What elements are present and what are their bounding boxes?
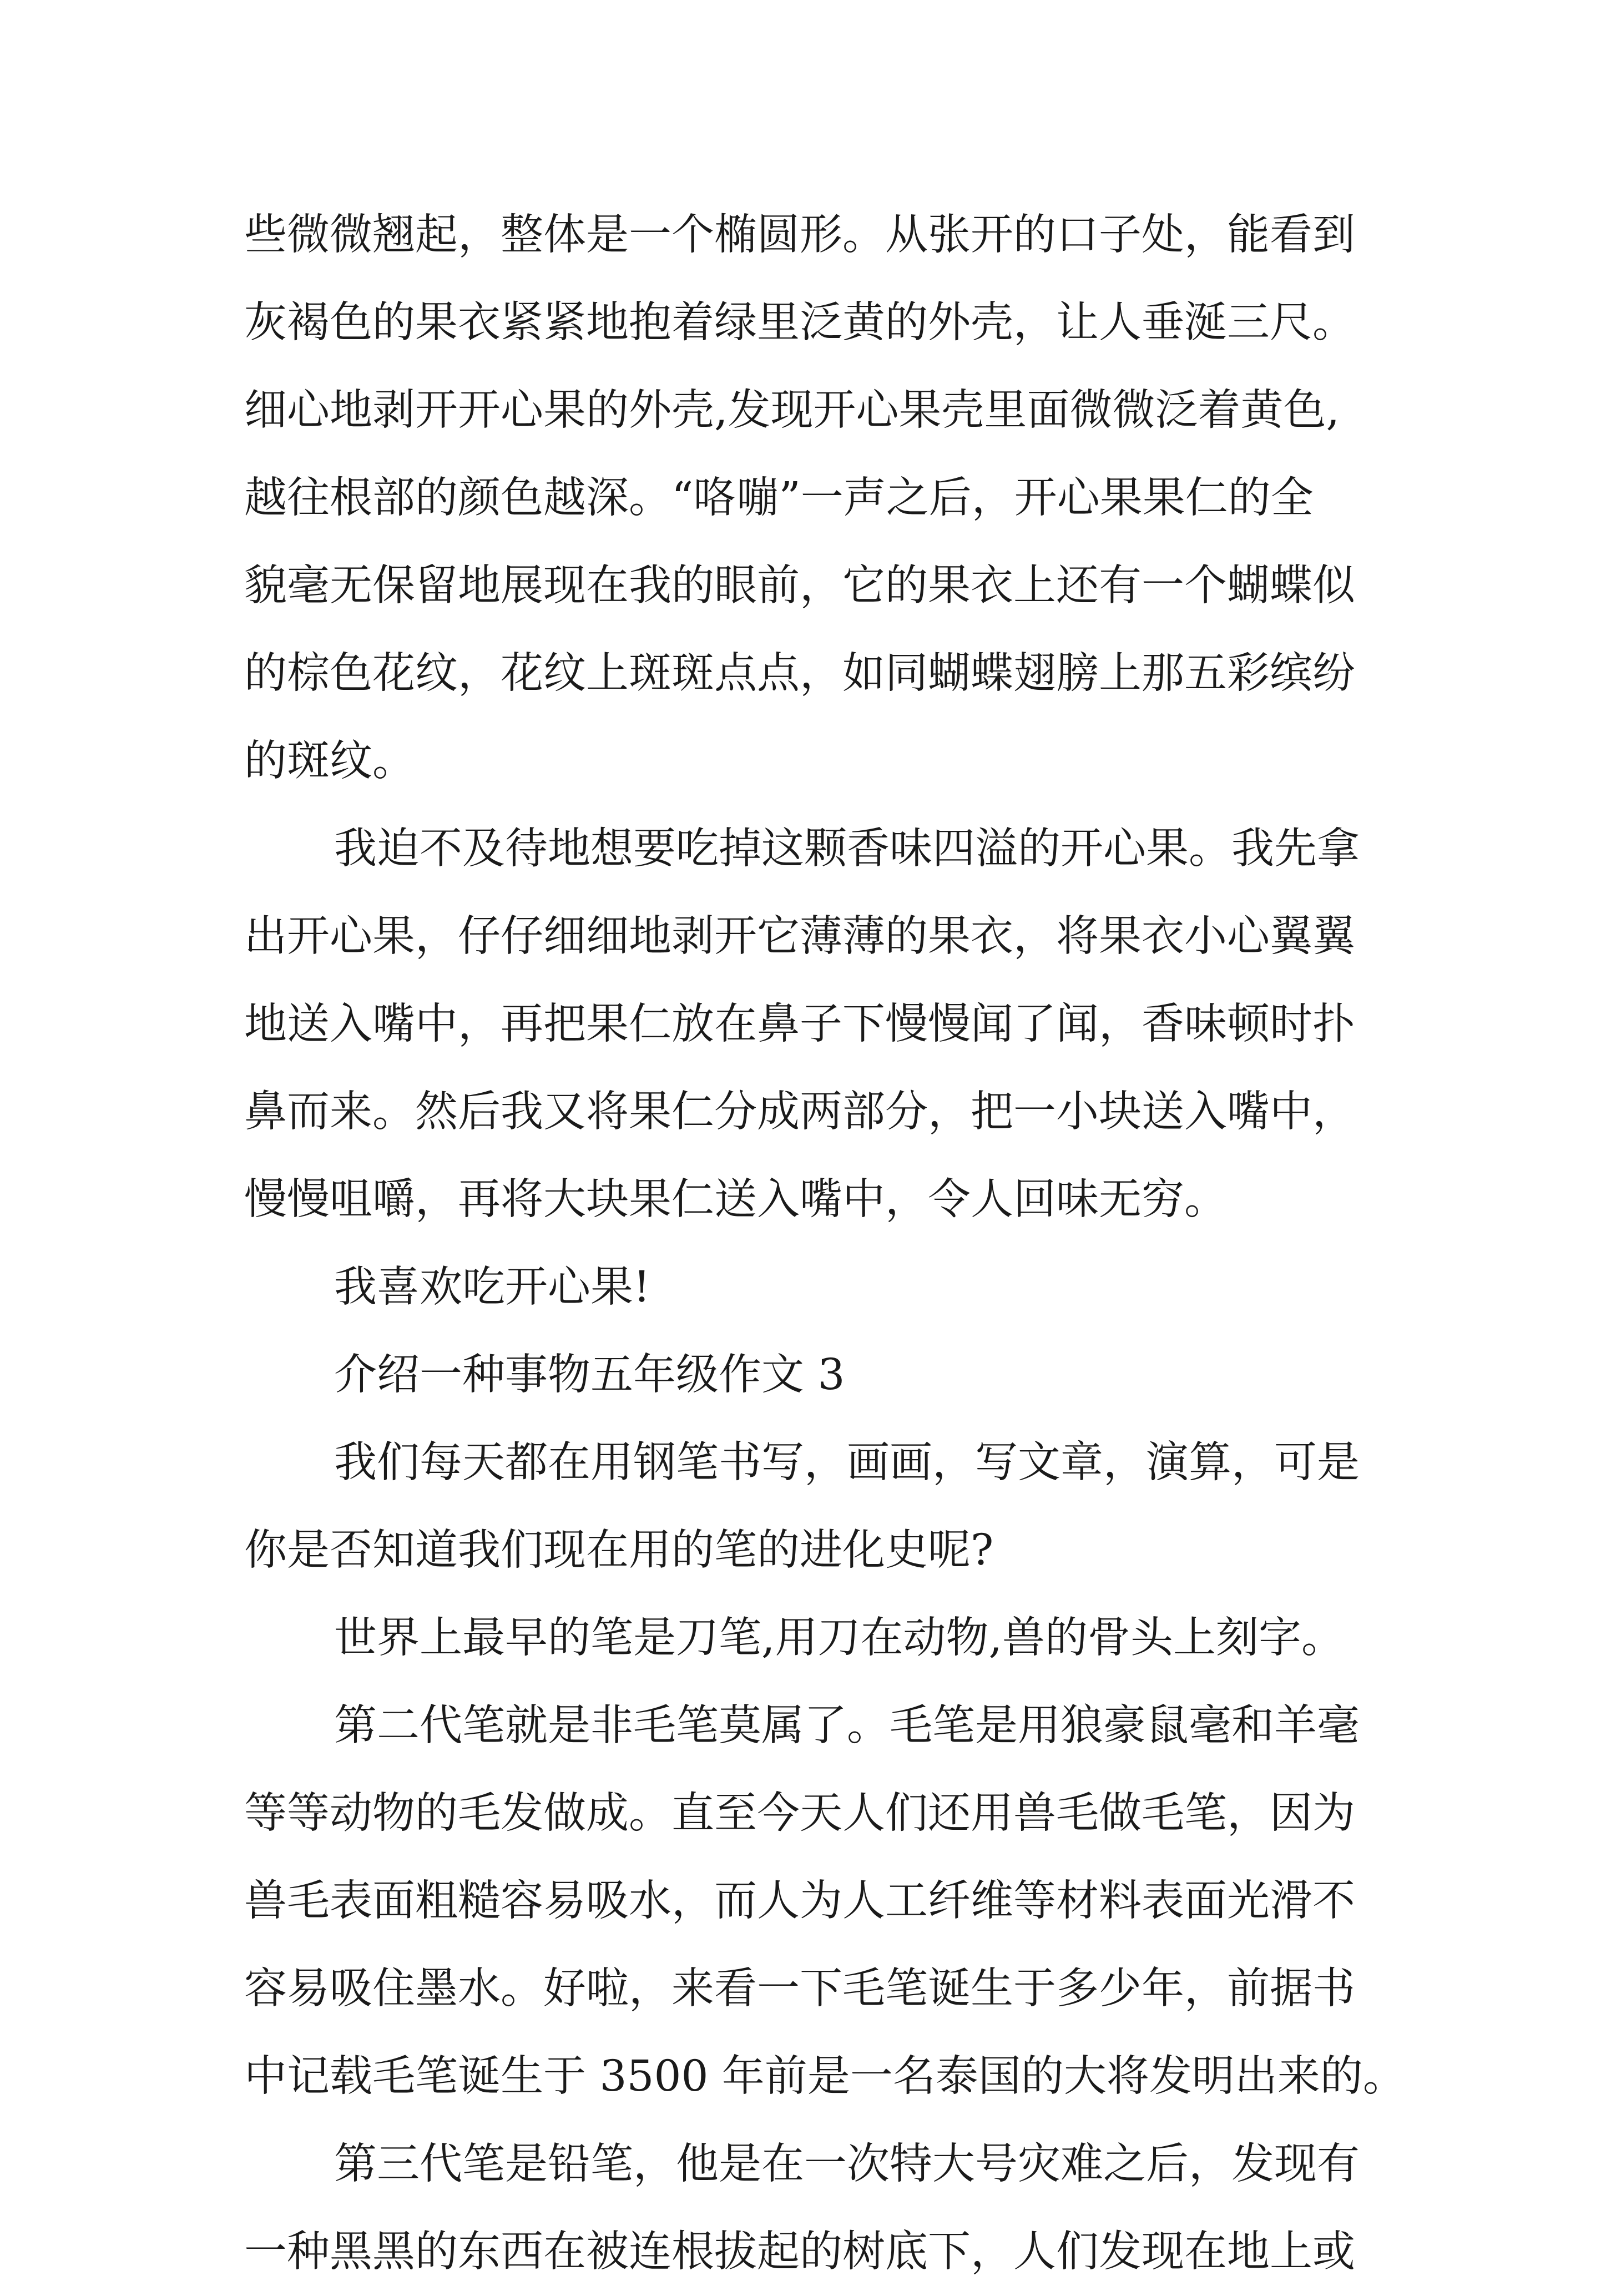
text-line: 些微微翘起，整体是一个椭圆形。从张开的口子处，能看到 <box>244 210 1355 260</box>
text-line: 兽毛表面粗糙容易吸水，而人为人工纤维等材料表面光滑不 <box>244 1876 1355 1926</box>
text-line: 一种黑黑的东西在被连根拔起的树底下，人们发现在地上或 <box>244 2227 1355 2277</box>
text-line: 越往根部的颜色越深。“咯嘣”一声之后，开心果果仁的全 <box>244 473 1314 523</box>
text-line: 细心地剥开开心果的外壳,发现开心果壳里面微微泛着黄色, <box>244 386 1340 435</box>
paragraph-start-line: 第二代笔就是非毛笔莫属了。毛笔是用狼豪鼠毫和羊毫 <box>334 1701 1360 1750</box>
text-line: 你是否知道我们现在用的笔的进化史呢? <box>244 1526 994 1575</box>
text-line: 貌毫无保留地展现在我的眼前，它的果衣上还有一个蝴蝶似 <box>244 561 1355 610</box>
paragraph-start-line: 我们每天都在用钢笔书写，画画，写文章，演算，可是 <box>334 1438 1360 1487</box>
paragraph-start-line: 世界上最早的笔是刀笔,用刀在动物,兽的骨头上刻字。 <box>334 1613 1344 1663</box>
text-line: 灰褐色的果衣紧紧地抱着绿里泛黄的外壳，让人垂涎三尺。 <box>244 298 1355 347</box>
text-line: 地送入嘴中，再把果仁放在鼻子下慢慢闻了闻，香味顿时扑 <box>244 1000 1355 1049</box>
text-line: 出开心果，仔仔细细地剥开它薄薄的果衣，将果衣小心翼翼 <box>244 912 1355 961</box>
text-line: 慢慢咀嚼，再将大块果仁送入嘴中，令人回味无穷。 <box>244 1175 1227 1224</box>
text-line: 等等动物的毛发做成。直至今天人们还用兽毛做毛笔，因为 <box>244 1789 1355 1838</box>
text-line: 的斑纹。 <box>244 736 415 786</box>
paragraph-start-line: 我喜欢吃开心果! <box>334 1263 650 1312</box>
paragraph-start-line: 第三代笔是铅笔，他是在一次特大号灾难之后，发现有 <box>334 2139 1360 2189</box>
text-line: 的棕色花纹，花纹上斑斑点点，如同蝴蝶翅膀上那五彩缤纷 <box>244 649 1355 698</box>
text-line: 容易吸住墨水。好啦，来看一下毛笔诞生于多少年，前据书 <box>244 1964 1355 2014</box>
text-line: 中记载毛笔诞生于 3500 年前是一名泰国的大将发明出来的。 <box>244 2052 1406 2101</box>
essay-body <box>244 191 1426 2296</box>
section-heading: 介绍一种事物五年级作文 3 <box>334 1350 845 1400</box>
text-line: 鼻而来。然后我又将果仁分成两部分，把一小块送入嘴中， <box>244 1087 1355 1137</box>
paragraph-start-line: 我迫不及待地想要吃掉这颗香味四溢的开心果。我先拿 <box>334 824 1360 874</box>
